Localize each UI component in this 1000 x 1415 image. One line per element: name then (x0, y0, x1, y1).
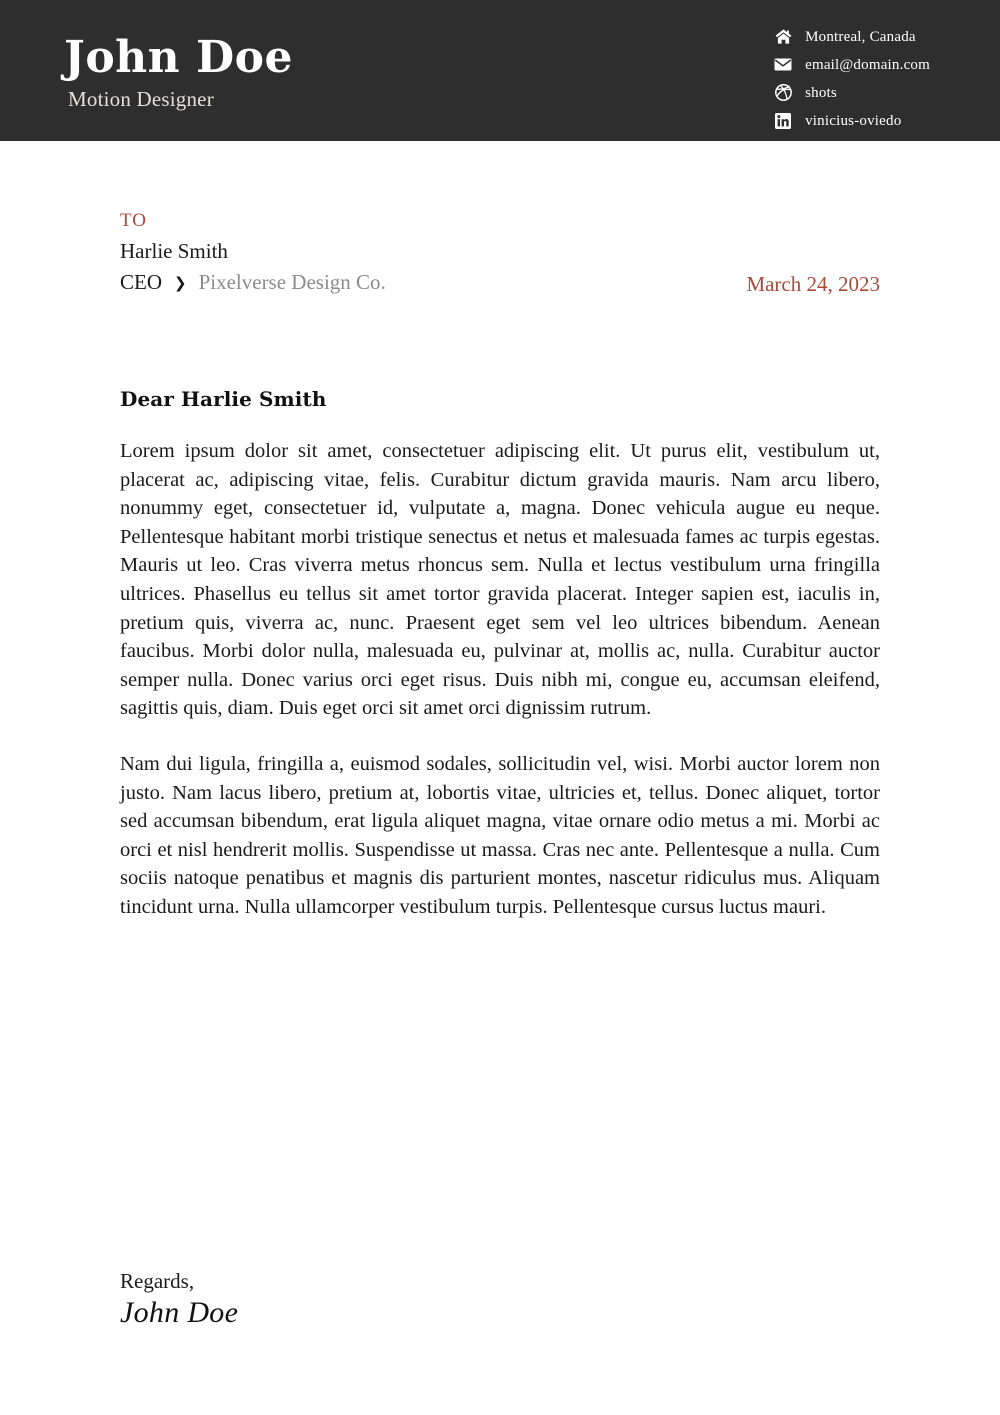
recipient-title: CEO (120, 270, 162, 294)
letterhead-header (0, 0, 1000, 141)
identity-block (0, 0, 293, 112)
body-paragraph: Nam dui ligula, fringilla a, euismod sodales, sollicitudin vel, wisi. Morbi auctor lorem non justo. Nam lacus libero, pretium at, lobortis vitae, ultricies et, tellus. Donec aliquet, tortor sed accumsan bibendum, erat ligula aliquet magna, vitae ornare odio metus a mi. Morbi ac orci et nisl hendrerit mollis. Suspendisse ut massa. Cras nec ante. Pellentesque a nulla. Cum sociis natoque penatibus et magnis dis parturient montes, nascetur ridiculus mus. Aliquam tincidunt urna. Nulla ullamcorper vestibulum turpis. Pellentesque cursus luctus mauri. (120, 752, 880, 918)
envelope-icon (773, 56, 793, 74)
recipient-name: Harlie Smith (120, 239, 228, 263)
dribbble-icon (773, 84, 793, 102)
home-icon (773, 28, 793, 46)
signature-name: John Doe (120, 1296, 239, 1329)
contact-location-text: Montreal, Canada (805, 28, 916, 45)
to-label: TO (120, 210, 147, 231)
contact-dribbble-text: shots (805, 84, 837, 101)
recipient-block (120, 209, 386, 299)
letter-meta-row (120, 209, 880, 299)
closing-block (120, 1268, 238, 1331)
sender-role: Motion Designer (68, 87, 214, 111)
closing-salutation: Regards, (120, 1269, 195, 1293)
sender-name: John Doe (64, 32, 293, 83)
letter-body (120, 437, 880, 922)
contact-item-location[interactable] (773, 24, 930, 49)
contact-item-linkedin[interactable] (773, 108, 930, 133)
contact-list (773, 0, 1000, 133)
contact-email-text: email@domain.com (805, 56, 930, 73)
contact-linkedin-text: vinicius-oviedo (805, 112, 902, 129)
contact-item-email[interactable] (773, 52, 930, 77)
recipient-title-company (120, 267, 386, 299)
linkedin-icon (773, 112, 793, 130)
contact-item-dribbble[interactable] (773, 80, 930, 105)
letter-sheet (0, 209, 1000, 922)
letter-date: March 24, 2023 (746, 272, 880, 296)
chevron-right-icon: ❯ (174, 274, 187, 292)
body-paragraph: Lorem ipsum dolor sit amet, consectetuer adipiscing elit. Ut purus elit, vestibulum ut, placerat ac, adipiscing vitae, felis. Curabitur dictum gravida mauris. Nam arcu libero, nonummy eget, consectetuer id, vulputate a, magna. Donec vehicula augue eu neque. Pellentesque habitant morbi tristique senectus et netus et malesuada fames ac turpis egestas. Mauris ut leo. Cras viverra metus rhoncus sem. Nulla et lectus vestibulum urna fringilla ultrices. Phasellus eu tellus sit amet tortor gravida placerat. Integer sapien est, iaculis in, pretium quis, viverra ac, nunc. Praesent eget sem vel leo ultrices bibendum. Aenean faucibus. Morbi dolor nulla, malesuada eu, pulvinar at, mollis ac, nulla. Curabitur auctor semper nulla. Donec varius orci eget risus. Duis nibh mi, congue eu, accumsan eleifend, sagittis quis, diam. Duis eget orci sit amet orci dignissim rutrum. (120, 440, 880, 720)
salutation: Dear Harlie Smith (120, 387, 327, 411)
recipient-company: Pixelverse Design Co. (198, 270, 386, 294)
